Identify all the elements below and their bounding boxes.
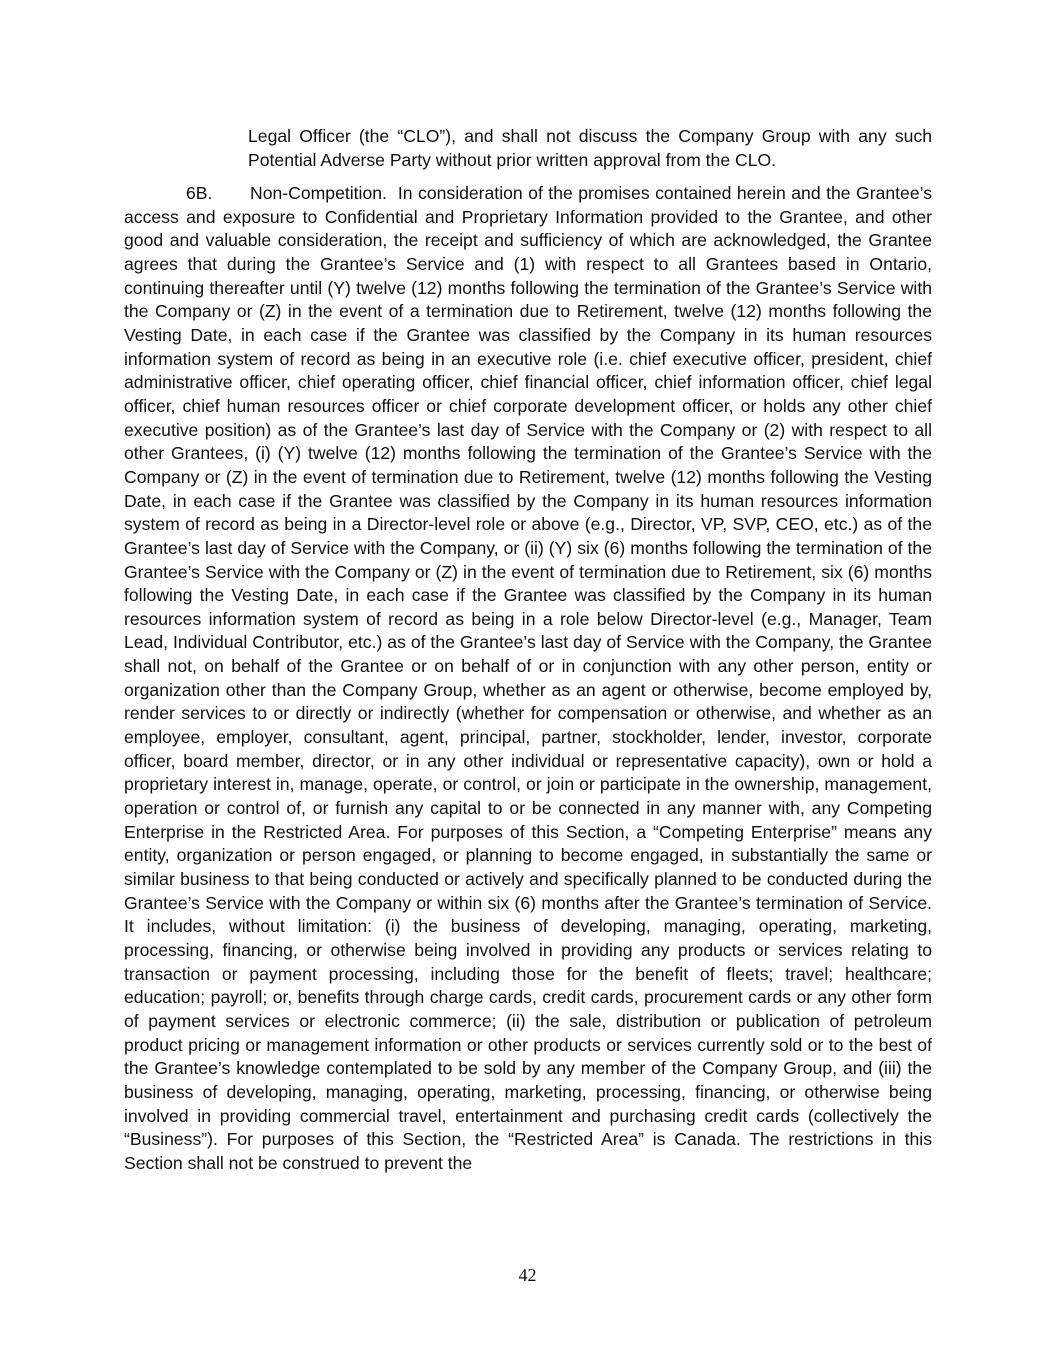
- page-number: 42: [518, 1265, 537, 1285]
- section-body: In consideration of the promises contained herein and the Grantee’s access and exposure to Confidential and Proprietary Information provided to the Grantee, and other good and valuable consideration, the receipt and sufficiency of which are acknowledged, the Grantee agrees that during the Grantee’s Service and (1) with respect to all Grantees based in Ontario, continuing thereafter until (Y) twelve (12) months following the termination of the Grantee’s Service with the Company or (Z) in the event of a termination due to Retirement, twelve (12) months following the Vesting Date, in each case if the Grantee was classified by the Company in its human resources information system of record as being in an executive role (i.e. chief executive officer, president, chief administrative officer, chief operating officer, chief financial officer, chief information officer, chief legal officer, chief human resources officer or chief corporate development officer, or holds any other chief executive position) as of the Grantee’s last day of Service with the Company or (2) with respect to all other Grantees, (i) (Y) twelve (12) months following the termination of the Grantee’s Service with the Company or (Z) in the event of termination due to Retirement, twelve (12) months following the Vesting Date, in each case if the Grantee was classified by the Company in its human resources information system of record as being in a Director-level role or above (e.g., Director, VP, SVP, CEO, etc.) as of the Grantee’s last day of Service with the Company, or (ii) (Y) six (6) months following the termination of the Grantee’s Service with the Company or (Z) in the event of termination due to Retirement, six (6) months following the Vesting Date, in each case if the Grantee was classified by the Company in its human resources information system of record as being in a role below Director-level (e.g., Manager, Team Lead, Individual Contributor, etc.) as of the Grantee’s last day of Service with the Company, the Grantee shall not, on behalf of the Grantee or on behalf of or in conjunction with any other person, entity or organization other than the Company Group, whether as an agent or otherwise, become employed by, render services to or directly or indirectly (whether for compensation or otherwise, and whether as an employee, employer, consultant, agent, principal, partner, stockholder, lender, investor, corporate officer, board member, director, or in any other individual or representative capacity), own or hold a proprietary interest in, manage, operate, or control, or join or participate in the ownership, management, operation or control of, or furnish any capital to or be connected in any manner with, any Competing Enterprise in the Restricted Area. For purposes of this Section, a “Competing Enterprise” means any entity, organization or person engaged, or planning to become engaged, in substantially the same or similar business to that being conducted or actively and specifically planned to be conducted during the Grantee’s Service with the Company or within six (6) months after the Grantee’s termination of Service. It includes, without limitation: (i) the business of developing, managing, operating, marketing, processing, financing, or otherwise being involved in providing any products or services relating to transaction or payment processing, including those for the benefit of fleets; travel; healthcare; education; payroll; or, benefits through charge cards, credit cards, procurement cards or any other form of payment services or electronic commerce; (ii) the sale, distribution or publication of petroleum product pricing or management information or other products or services currently sold or to the best of the Grantee’s knowledge contemplated to be sold by any member of the Company Group, and (iii) the business of developing, managing, operating, marketing, processing, financing, or otherwise being involved in providing commercial travel, entertainment and purchasing credit cards (collectively the “Business”). For purposes of this Section, the “Restricted Area” is Canada. The restrictions in this Section shall not be construed to prevent the: [124, 183, 932, 1173]
- continued-paragraph: Legal Officer (the “CLO”), and shall not discuss the Company Group with any such Potential Adverse Party without prior written approval from the CLO.: [248, 126, 932, 170]
- section-number: 6B.: [186, 183, 213, 203]
- section-heading: Non-Competition.: [250, 183, 387, 203]
- section-6b-paragraph: [124, 182, 932, 1176]
